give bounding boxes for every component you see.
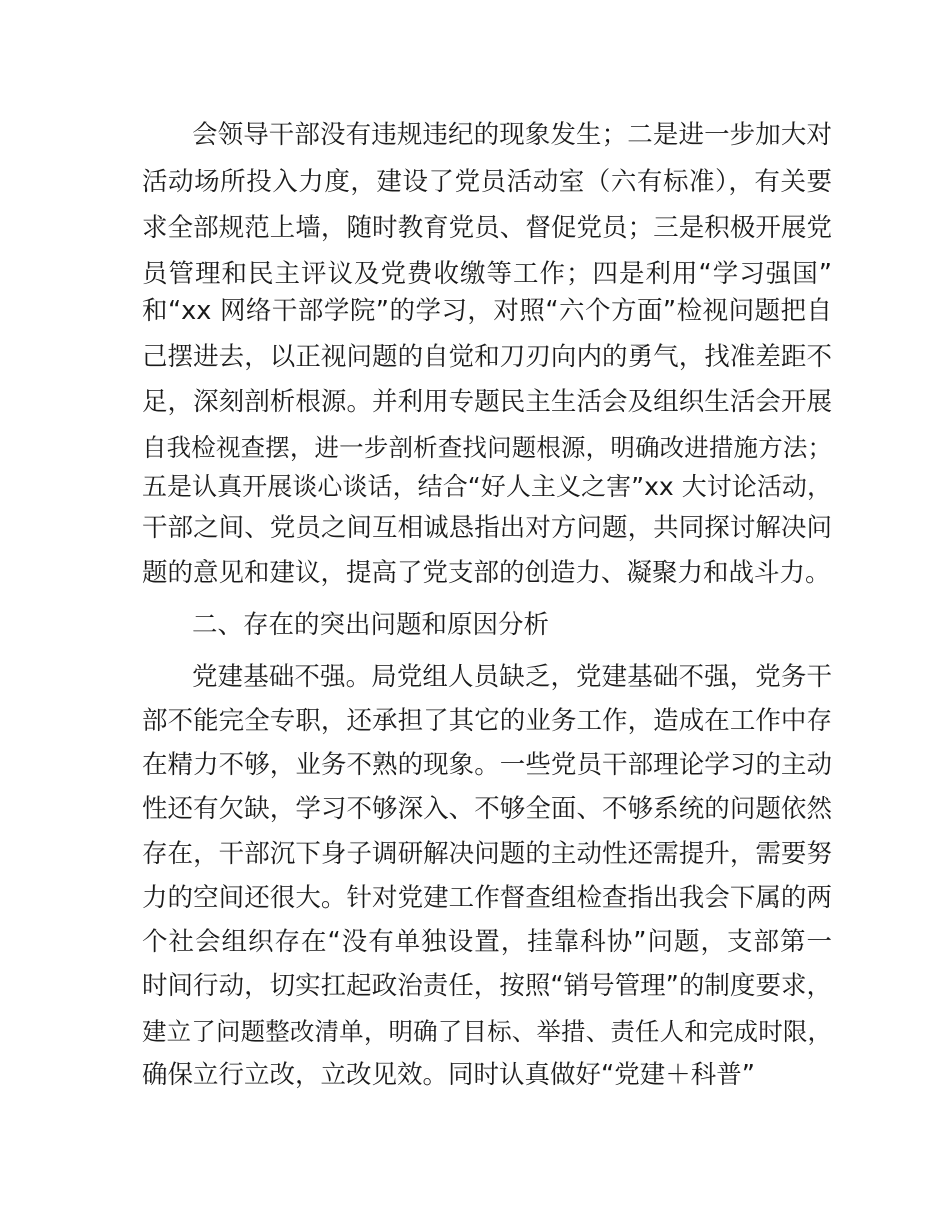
paragraph-line: 会领导干部没有违规违纪的现象发生；二是进一步加大对: [192, 120, 832, 150]
paragraph-line: 员管理和民主评议及党费收缴等工作；四是利用“学习强国”: [142, 259, 832, 289]
paragraph-line: 党建基础不强。局党组人员缺乏，党建基础不强，党务干: [192, 662, 832, 692]
paragraph-line: 和“xx 网络干部学院”的学习，对照“六个方面”检视问题把自: [142, 296, 832, 326]
paragraph-line: 个社会组织存在“没有单独设置，挂靠科协”问题，支部第一: [142, 927, 832, 957]
paragraph-line: 五是认真开展谈心谈话，结合“好人主义之害”xx 大讨论活动，: [142, 472, 832, 501]
paragraph-line: 干部之间、党员之间互相诚恳指出对方问题，共同探讨解决问: [142, 513, 832, 543]
paragraph-line: 确保立行立改，立改见效。同时认真做好“党建＋科普”: [142, 1060, 755, 1090]
paragraph-line: 活动场所投入力度，建设了党员活动室（六有标准），有关要: [142, 167, 832, 197]
paragraph-line: 时间行动，切实扛起政治责任，按照“销号管理”的制度要求，: [142, 971, 832, 1001]
paragraph-line: 自我检视查摆，进一步剖析查找问题根源，明确改进措施方法；: [142, 433, 832, 462]
paragraph-line: 力的空间还很大。针对党建工作督查组检查指出我会下属的两: [142, 883, 832, 913]
paragraph-line: 建立了问题整改清单，明确了目标、举措、责任人和完成时限，: [142, 1017, 832, 1046]
section-heading: 二、存在的突出问题和原因分析: [192, 610, 550, 640]
paragraph-line: 性还有欠缺，学习不够深入、不够全面、不够系统的问题依然: [142, 794, 832, 824]
paragraph-line: 存在，干部沉下身子调研解决问题的主动性还需提升，需要努: [142, 839, 832, 869]
paragraph-line: 足，深刻剖析根源。并利用专题民主生活会及组织生活会开展: [142, 387, 832, 417]
paragraph-line: 在精力不够，业务不熟的现象。一些党员干部理论学习的主动: [142, 750, 832, 780]
paragraph-line: 部不能完全专职，还承担了其它的业务工作，造成在工作中存: [142, 706, 832, 736]
paragraph-line: 己摆进去，以正视问题的自觉和刀刃向内的勇气，找准差距不: [142, 342, 832, 372]
paragraph-line: 求全部规范上墙，随时教育党员、督促党员；三是积极开展党: [142, 213, 832, 243]
paragraph-line: 题的意见和建议，提高了党支部的创造力、凝聚力和战斗力。: [142, 558, 831, 588]
